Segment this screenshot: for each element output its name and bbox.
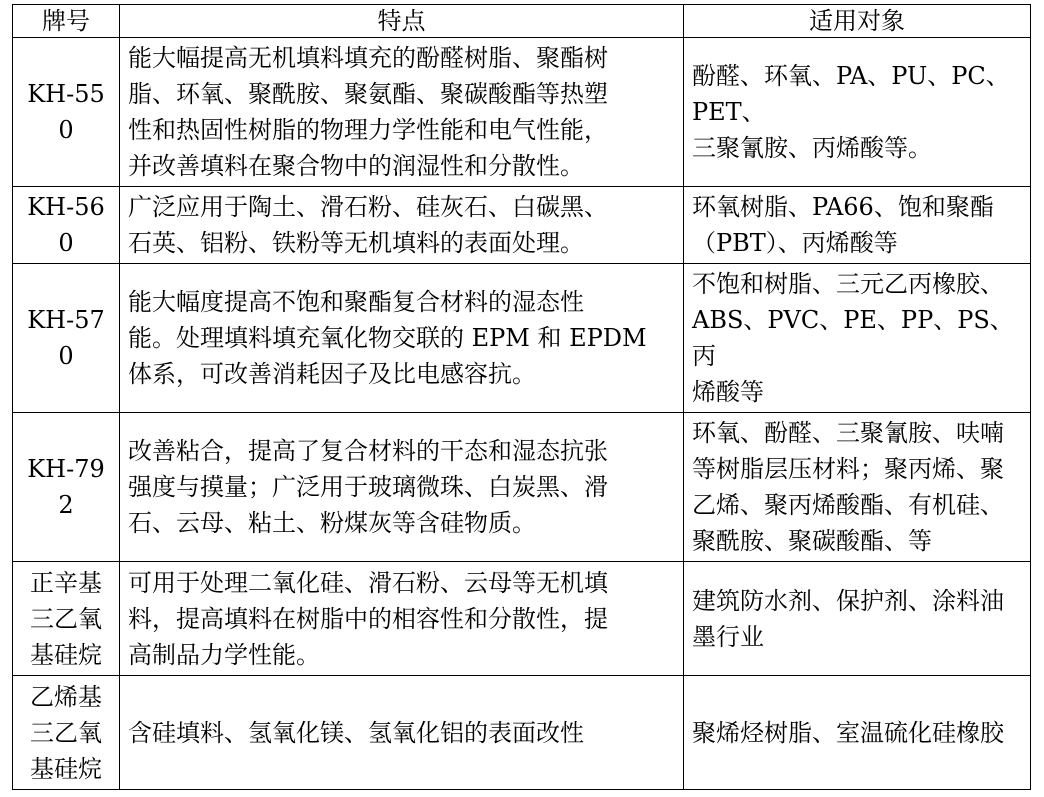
row-feature: 广泛应用于陶土、滑石粉、硅灰石、白碳黑、 石英、铝粉、铁粉等无机填料的表面处理。 — [120, 187, 684, 264]
row-use: 不饱和树脂、三元乙丙橡胶、 ABS、PVC、PE、PP、PS、丙 烯酸等 — [684, 264, 1031, 413]
table-row — [13, 187, 1031, 264]
row-code: KH-550 — [13, 38, 120, 187]
header-use: 适用对象 — [684, 5, 1031, 38]
row-feature: 可用于处理二氧化硅、滑石粉、云母等无机填 料，提高填料在树脂中的相容性和分散性，提 高制品力学性能。 — [120, 562, 684, 676]
row-use: 酚醛、环氧、PA、PU、PC、PET、 三聚氰胺、丙烯酸等。 — [684, 38, 1031, 187]
table-row — [13, 676, 1031, 790]
row-code: KH-792 — [13, 413, 120, 562]
header-row — [13, 5, 1031, 38]
row-feature: 能大幅度提高不饱和聚酯复合材料的湿态性 能。处理填料填充氧化物交联的 EPM 和 EPDM 体系，可改善消耗因子及比电感容抗。 — [120, 264, 684, 413]
table-row — [13, 264, 1031, 413]
header-feature: 特点 — [120, 5, 684, 38]
row-feature: 含硅填料、氢氧化镁、氢氧化铝的表面改性 — [120, 676, 684, 790]
row-use: 环氧树脂、PA66、饱和聚酯 （PBT）、丙烯酸等 — [684, 187, 1031, 264]
row-code: KH-570 — [13, 264, 120, 413]
row-use: 环氧、酚醛、三聚氰胺、呋喃 等树脂层压材料；聚丙烯、聚 乙烯、聚丙烯酸酯、有机硅、 聚酰胺、聚碳酸酯、等 — [684, 413, 1031, 562]
row-feature: 改善粘合，提高了复合材料的干态和湿态抗张 强度与摸量；广泛用于玻璃微珠、白炭黑、滑 石、云母、粘土、粉煤灰等含硅物质。 — [120, 413, 684, 562]
table-row — [13, 562, 1031, 676]
row-use: 聚烯烃树脂、室温硫化硅橡胶 — [684, 676, 1031, 790]
row-code: 正辛基 三乙氧 基硅烷 — [13, 562, 120, 676]
table-row — [13, 38, 1031, 187]
row-code: KH-560 — [13, 187, 120, 264]
silane-coupling-agent-table — [12, 4, 1031, 790]
row-use: 建筑防水剂、保护剂、涂料油 墨行业 — [684, 562, 1031, 676]
row-code: 乙烯基 三乙氧 基硅烷 — [13, 676, 120, 790]
row-feature: 能大幅提高无机填料填充的酚醛树脂、聚酯树 脂、环氧、聚酰胺、聚氨酯、聚碳酸酯等热塑 性和热固性树脂的物理力学性能和电气性能， 并改善填料在聚合物中的润湿性和分散性。 — [120, 38, 684, 187]
table-row — [13, 413, 1031, 562]
header-code: 牌号 — [13, 5, 120, 38]
